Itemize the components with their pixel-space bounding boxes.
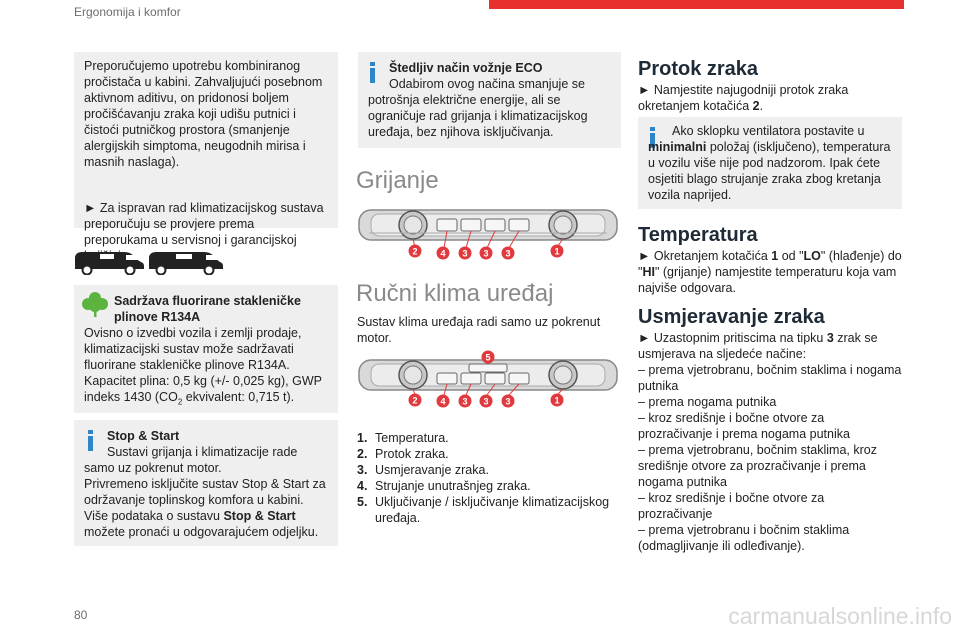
fluorinated-gas-title: Sadržava fluorirane stakleničke plinove R134A bbox=[114, 294, 301, 324]
stop-start-text-2: Privremeno isključite sustav Stop & Start za održavanje toplinskog komfora u kabini. bbox=[84, 477, 326, 507]
legend-item: 3. Usmjeravanje zraka. bbox=[357, 463, 489, 477]
running-header: Ergonomija i komfor bbox=[74, 5, 181, 19]
eco-mode-text: Odabirom ovog načina smanjuje se potrošnja električne energije, ali se ograničuje rad grijanja i klimatizacijskog uređaja, bez njihova isključivanja. bbox=[368, 77, 588, 139]
header-accent-bar bbox=[489, 0, 904, 9]
callout-4: 4 bbox=[440, 396, 446, 407]
stop-start-title: Stop & Start bbox=[107, 429, 180, 443]
manual-ac-control-panel bbox=[357, 350, 619, 410]
legend-item: 2. Protok zraka. bbox=[357, 447, 449, 461]
air-direction-item: – prema nogama putnika bbox=[638, 395, 777, 409]
heading-heating: Grijanje bbox=[356, 167, 439, 194]
air-direction-item: – prema vjetrobranu, bočnim staklima, kroz središnje otvore za prozračivanje i prema nogama putnika bbox=[638, 443, 877, 489]
callout-3: 3 bbox=[483, 396, 489, 407]
heating-control-panel bbox=[357, 208, 619, 260]
air-direction-block bbox=[638, 330, 902, 554]
page-number: 80 bbox=[74, 608, 88, 622]
eco-mode-box bbox=[358, 52, 621, 148]
fan-note-text: Ako sklopku ventilatora postavite u minimalni položaj (isključeno), temperatura u vozilu više nije pod nadzorom. Ipak ćete osjetiti blago strujanje zraka zbog kretanja vozila naprijed. bbox=[648, 124, 891, 202]
callout-3: 3 bbox=[462, 396, 468, 407]
filter-note-bullet: ► Za ispravan rad klimatizacijskog sustava preporučuju se provjere prema preporukama u servisnoj i garancijskoj bbox=[84, 201, 324, 247]
stop-start-box bbox=[74, 420, 338, 546]
control-legend bbox=[357, 430, 619, 526]
air-direction-item: – kroz središnje i bočne otvore za prozračivanje i prema nogama putnika bbox=[638, 411, 850, 441]
eco-mode-title: Štedljiv način vožnje ECO bbox=[389, 61, 543, 75]
stop-start-text: Sustavi grijanja i klimatizacije rade samo uz pokrenut motor. bbox=[84, 445, 298, 475]
stop-start-text-3: Više podataka o sustavu Stop & Start možete pronaći u odgovarajućem odjeljku. bbox=[84, 509, 319, 539]
callout-2: 2 bbox=[412, 395, 418, 406]
callout-1: 1 bbox=[554, 395, 560, 406]
van-icons bbox=[72, 247, 224, 275]
callout-3: 3 bbox=[505, 248, 511, 259]
legend-item: 4. Strujanje unutrašnjeg zraka. bbox=[357, 479, 531, 493]
heading-manual-ac: Ručni klima uređaj bbox=[356, 280, 554, 307]
callout-3: 3 bbox=[483, 248, 489, 259]
filter-note-text: Preporučujemo upotrebu kombiniranog pročistača u kabini. Zahvaljujući posebnom aktivnom aditivu, on pridonosi boljem pročišćavanju zraka koji udišu putnici i čistoći putničkog prostora (smanjenje alergijskih simptoma, neugodnih mirisa i masnih naslaga). bbox=[84, 59, 323, 169]
callout-3: 3 bbox=[462, 248, 468, 259]
heading-temperature: Temperatura bbox=[638, 224, 758, 246]
manual-ac-text: Sustav klima uređaja radi samo uz pokrenut motor. bbox=[357, 315, 601, 345]
fan-note-box bbox=[638, 117, 902, 209]
temperature-text: ► Okretanjem kotačića 1 od "LO" (hlađenje) do "HI" (grijanje) namjestite temperaturu koja vam najviše odgovara. bbox=[638, 249, 902, 295]
callout-2: 2 bbox=[412, 246, 418, 257]
legend-item: 1. Temperatura. bbox=[357, 431, 449, 445]
watermark: carmanualsonline.info bbox=[728, 603, 952, 629]
callout-4: 4 bbox=[440, 248, 446, 259]
air-direction-intro: ► Uzastopnim pritiscima na tipku 3 zrak se usmjerava na sljedeće načine: bbox=[638, 331, 878, 361]
leaf-icon bbox=[82, 291, 108, 317]
callout-5: 5 bbox=[485, 352, 491, 363]
fluorinated-gas-capacity: Kapacitet plina: 0,5 kg (+/- 0,025 kg), GWP indeks 1430 ($CO_2$ ekvivalent: 0,715 t). bbox=[84, 374, 322, 407]
filter-note-box bbox=[74, 52, 338, 247]
callout-3: 3 bbox=[505, 396, 511, 407]
van-short-icon bbox=[75, 252, 144, 275]
air-direction-item: – prema vjetrobranu, bočnim staklima i nogama putnika bbox=[638, 363, 902, 393]
heading-air-direction: Usmjeravanje zraka bbox=[638, 306, 825, 328]
legend-item: 5. Uključivanje / isključivanje klimatizacijskog uređaja. bbox=[357, 495, 610, 525]
fluorinated-gas-text: Ovisno o izvedbi vozila i zemlji prodaje, klimatizacijski sustav može sadržavati fluorirane stakleničke plinove R134A. bbox=[84, 326, 302, 372]
heading-airflow: Protok zraka bbox=[638, 58, 759, 80]
air-direction-item: – kroz središnje i bočne otvore za prozračivanje bbox=[638, 491, 825, 521]
air-direction-item: – prema vjetrobranu i bočnim staklima (odmagljivanje ili odleđivanje). bbox=[638, 523, 850, 553]
fluorinated-gas-box bbox=[74, 285, 338, 413]
airflow-text: ► Namjestite najugodniji protok zraka okretanjem kotačića 2. bbox=[638, 83, 849, 113]
van-long-icon bbox=[149, 252, 223, 275]
callout-1: 1 bbox=[554, 246, 560, 257]
